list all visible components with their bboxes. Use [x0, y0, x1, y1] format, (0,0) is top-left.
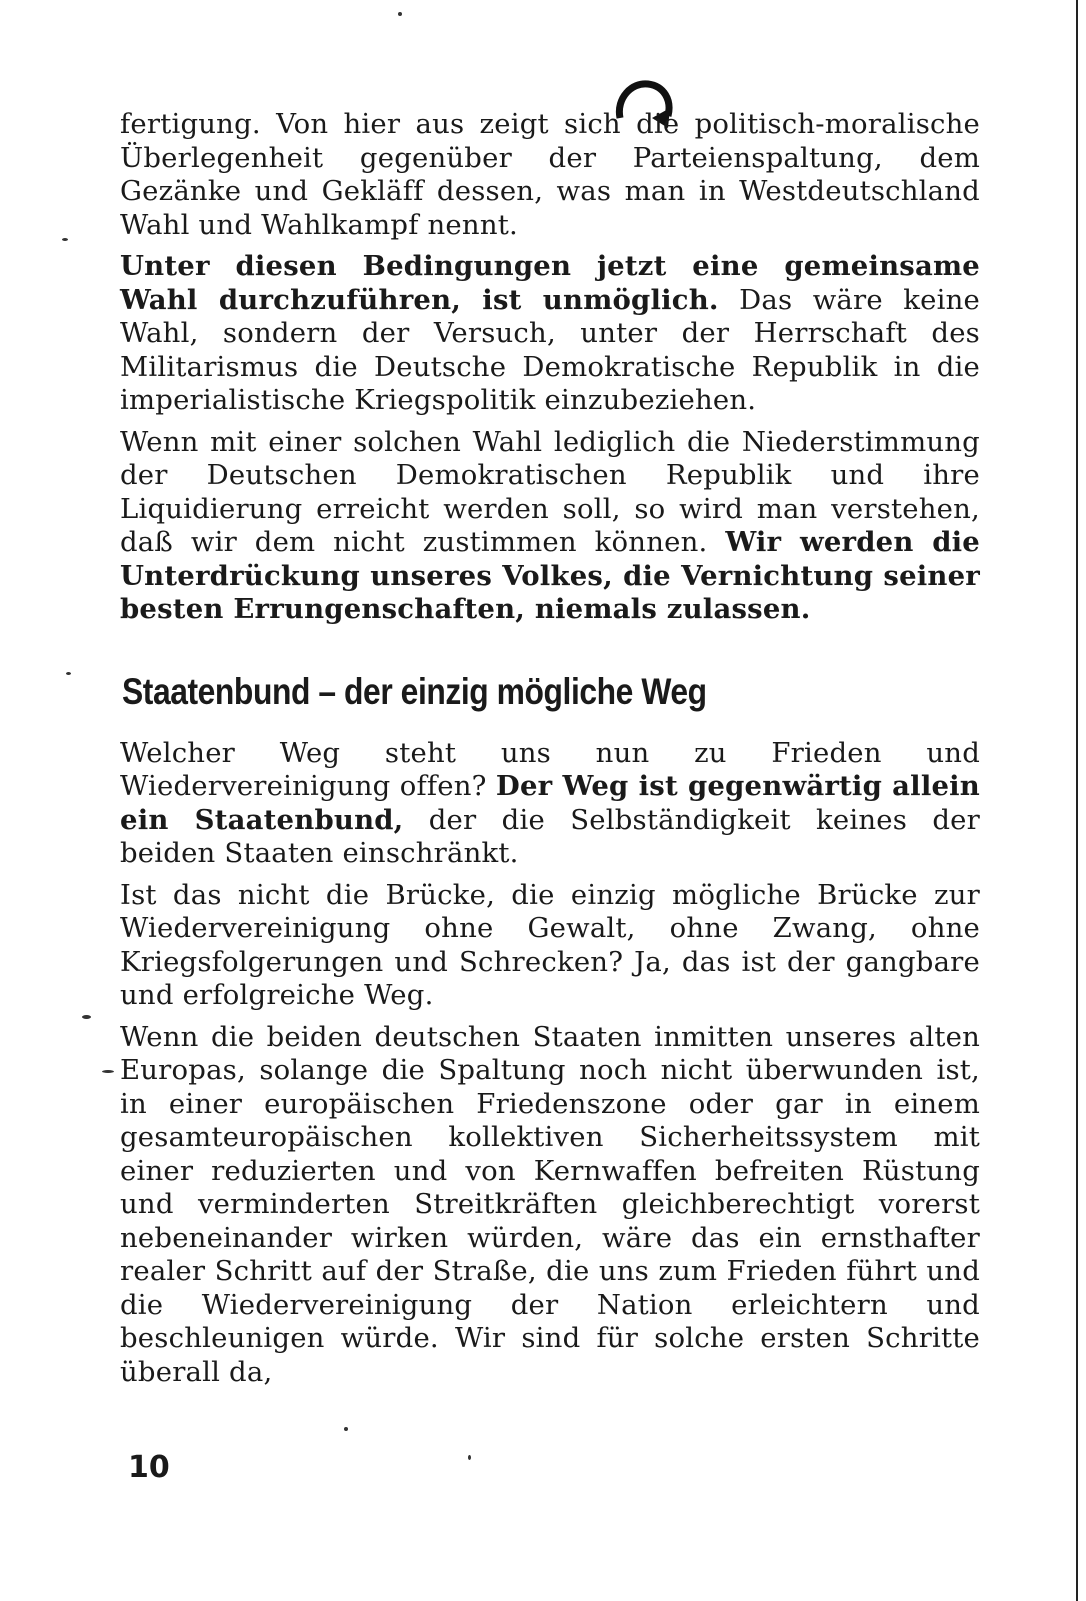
paragraph-2-emphasis: Unter diesen Bedingungen jetzt eine gemeinsame Wahl durchzuführen, ist unmöglich. [120, 250, 980, 316]
paragraph-3-text: Wenn mit einer solchen Wahl lediglich die Niederstimmung der Deutschen Demokratischen Republik und ihre Liquidierung erreicht werden soll, so wird man verstehen, daß wir dem nicht zustimmen können. [120, 425, 980, 558]
paragraph-2 [120, 250, 980, 418]
scan-speck [102, 1070, 114, 1073]
paragraph-6-text: Wenn die beiden deutschen Staaten inmitten unseres alten Europas, solange die Spaltung noch nicht überwunden ist, in einer europäischen Friedenszone oder gar in einem gesamteuropäischen kollektiven Sicherheitssystem mit einer reduzierten und von Kernwaffen befreiten Rüstung und verminderten Streitkräften gleichberechtigt vorerst nebeneinander wirken würden, wäre das ein ernsthafter realer Schritt auf der Straße, die uns zum Frieden führt und die Wiedervereinigung der Nation erleichtern und beschleunigen würde. Wir sind für solche ersten Schritte überall da, [120, 1020, 980, 1388]
paragraph-4 [120, 737, 980, 871]
scan-speck [62, 238, 68, 241]
paragraph-1 [120, 108, 980, 242]
page-edge-line [1076, 0, 1078, 1601]
paragraph-6 [120, 1021, 980, 1390]
paragraph-3-emphasis: Wir werden die Unterdrückung unseres Volkes, die Vernichtung seiner besten Errungenschaften, niemals zulassen. [120, 526, 980, 625]
paragraph-4-emphasis: Der Weg ist gegenwärtig allein ein Staatenbund, [120, 770, 980, 836]
scan-speck [398, 12, 402, 16]
scan-speck [344, 1427, 348, 1431]
paragraph-5 [120, 879, 980, 1013]
paragraph-3 [120, 426, 980, 627]
section-heading: Staatenbund – der einzig mögliche Weg [122, 670, 707, 712]
paragraph-4-text-a: Welcher Weg steht uns nun zu Frieden und Wiedervereinigung offen? [120, 736, 980, 802]
paragraph-2-text: Das wäre keine Wahl, sondern der Versuch, unter der Herrschaft des Militarismus die Deutsche Demokratische Republik in die imperialistische Kriegspolitik einzubeziehen. [120, 283, 980, 416]
scan-speck [468, 1455, 471, 1460]
paragraph-4-text-b: der die Selbständigkeit keines der beiden Staaten einschränkt. [120, 803, 980, 869]
scan-speck [66, 672, 71, 675]
paragraph-5-text: Ist das nicht die Brücke, die einzig mögliche Brücke zur Wiedervereinigung ohne Gewalt, ohne Zwang, ohne Kriegsfolgerungen und Schrecken? Ja, das ist der gangbare und erfolgreiche Weg. [120, 878, 980, 1011]
page-body [120, 108, 980, 1397]
paragraph-1-text: fertigung. Von hier aus zeigt sich die politisch-moralische Überlegenheit gegenüber der Parteienspaltung, dem Gezänke und Gekläff dessen, was man in Westdeutschland Wahl und Wahlkampf nennt. [120, 108, 980, 241]
scan-speck [82, 1015, 91, 1019]
page-number: 10 [128, 1450, 170, 1485]
